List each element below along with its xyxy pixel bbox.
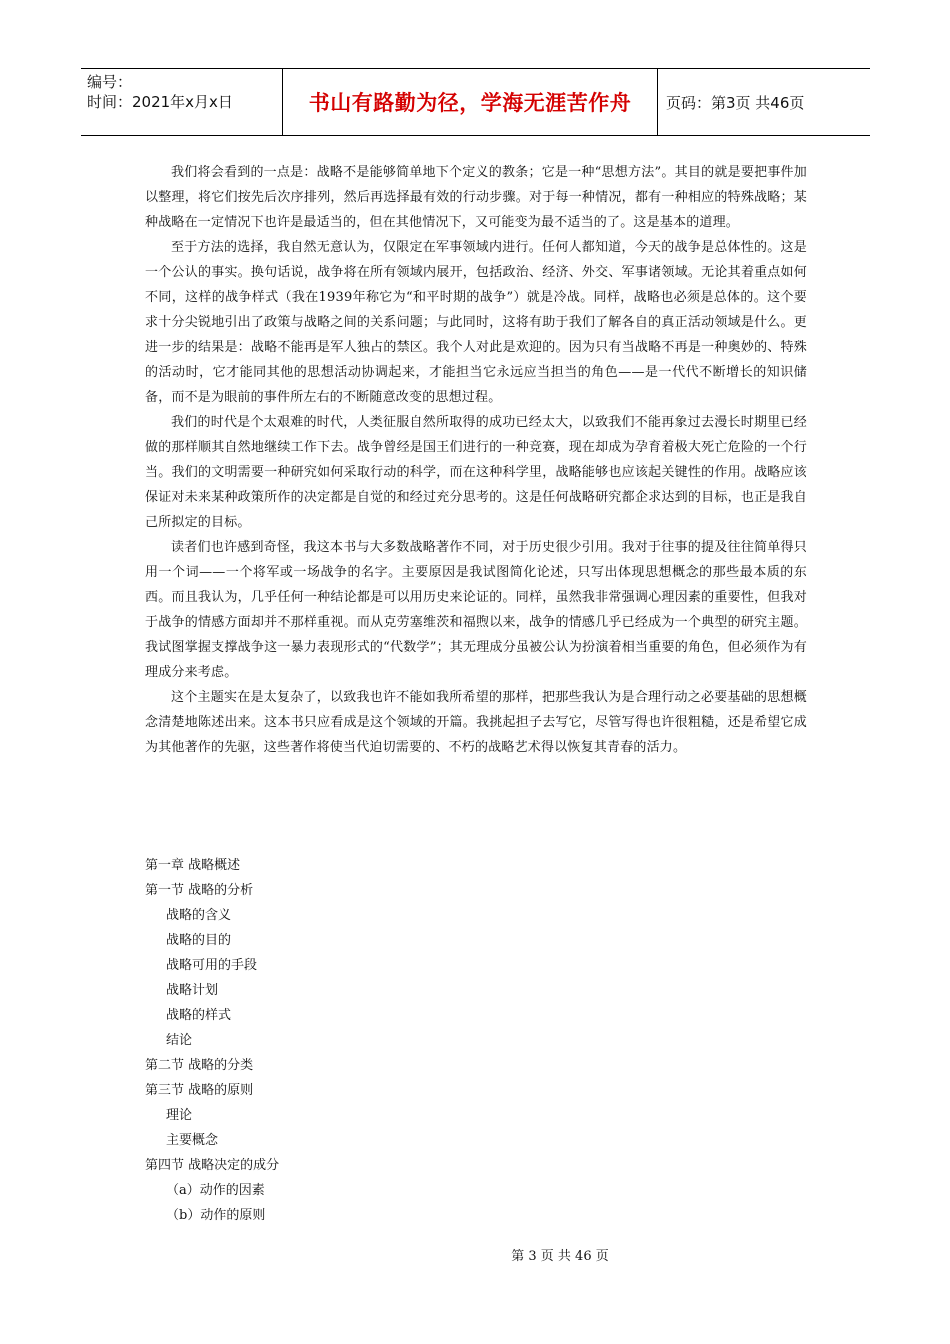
toc-subitem: 战略的含义: [166, 908, 232, 923]
table-of-contents: [145, 853, 745, 1228]
paragraph: 读者们也许感到奇怪，我这本书与大多数战略著作不同，对于历史很少引用。我对于往事的提及往往简单得只用一个词——一个将军或一场战争的名字。主要原因是我试图简化论述，只写出体现思想概念的那些最本质的东西。而且我认为，几乎任何一种结论都是可以用历史来论证的。同样，虽然我非常强调心理因素的重要性，但我对于战争的情感方面却并不那样重视。而从克劳塞维茨和福煦以来，战争的情感几乎已经成为一个典型的研究主题。我试图掌握支撑战争这一暴力表现形式的“代数学”；其无理成分虽被公认为扮演着相当重要的角色，但必须作为有理成分来考虑。: [145, 540, 807, 680]
body-text: [145, 160, 807, 760]
paragraph: 这个主题实在是太复杂了，以致我也许不能如我所希望的那样，把那些我认为是合理行动之必要基础的思想概念清楚地陈述出来。这本书只应看成是这个领域的开篇。我挑起担子去写它，尽管写得也许很粗糙，还是希望它成为其他著作的先驱，这些著作将使当代迫切需要的、不朽的战略艺术得以恢复其青春的活力。: [145, 690, 807, 755]
toc-heading: 第四节 战略决定的成分: [145, 1158, 280, 1173]
document-number: 编号：: [87, 73, 133, 91]
header-motto: 书山有路勤为径，学海无涯苦作舟: [283, 69, 658, 135]
toc-heading: 第三节 战略的原则: [145, 1083, 254, 1098]
toc-subitem: （a）动作的因素: [166, 1183, 265, 1198]
document-date: 时间：2021年x月x日: [87, 93, 233, 111]
paragraph: 至于方法的选择，我自然无意认为，仅限定在军事领域内进行。任何人都知道，今天的战争是总体性的。这是一个公认的事实。换句话说，战争将在所有领域内展开，包括政治、经济、外交、军事诸领域。无论其着重点如何不同，这样的战争样式（我在1939年称它为“和平时期的战争”）就是冷战。同样，战略也必须是总体的。这个要求十分尖锐地引出了政策与战略之间的关系问题；与此同时，这将有助于我们了解各自的真正活动领域是什么。更进一步的结果是：战略不能再是军人独占的禁区。我个人对此是欢迎的。因为只有当战略不再是一种奥妙的、特殊的活动时，它才能同其他的思想活动协调起来，才能担当它永远应当担当的角色——是一代代不断增长的知识储备，而不是为眼前的事件所左右的不断随意改变的思想过程。: [145, 240, 807, 405]
paragraph: 我们的时代是个太艰难的时代，人类征服自然所取得的成功已经太大，以致我们不能再象过去漫长时期里已经做的那样顺其自然地继续工作下去。战争曾经是国王们进行的一种竞赛，现在却成为孕育着极大死亡危险的一个行当。我们的文明需要一种研究如何采取行动的科学，而在这种科学里，战略能够也应该起关键性的作用。战略应该保证对未来某种政策所作的决定都是自觉的和经过充分思考的。这是任何战略研究都企求达到的目标，也正是我自己所拟定的目标。: [145, 415, 807, 530]
toc-subitem: 战略的样式: [166, 1008, 232, 1023]
header-page-code: 页码：第3页 共46页: [666, 93, 805, 112]
header-meta: [81, 69, 283, 135]
paragraph: 我们将会看到的一点是：战略不是能够简单地下个定义的教条；它是一种“思想方法”。其目的就是要把事件加以整理，将它们按先后次序排列，然后再选择最有效的行动步骤。对于每一种情况，都有一种相应的特殊战略；某种战略在一定情况下也许是最适当的，但在其他情况下，又可能变为最不适当的了。这是基本的道理。: [145, 165, 807, 230]
toc-subitem: （b）动作的原则: [166, 1208, 266, 1223]
page-footer: 第 3 页 共 46 页: [511, 1249, 609, 1264]
toc-heading: 第二节 战略的分类: [145, 1058, 254, 1073]
toc-heading: 第一章 战略概述: [145, 858, 241, 873]
toc-subitem: 战略计划: [166, 983, 219, 998]
toc-subitem: 战略的目的: [166, 933, 232, 948]
header-table: [81, 68, 870, 136]
toc-heading: 第一节 战略的分析: [145, 883, 254, 898]
toc-subitem: 主要概念: [166, 1133, 219, 1148]
toc-subitem: 结论: [166, 1033, 193, 1048]
toc-subitem: 理论: [166, 1108, 193, 1123]
toc-subitem: 战略可用的手段: [166, 958, 258, 973]
